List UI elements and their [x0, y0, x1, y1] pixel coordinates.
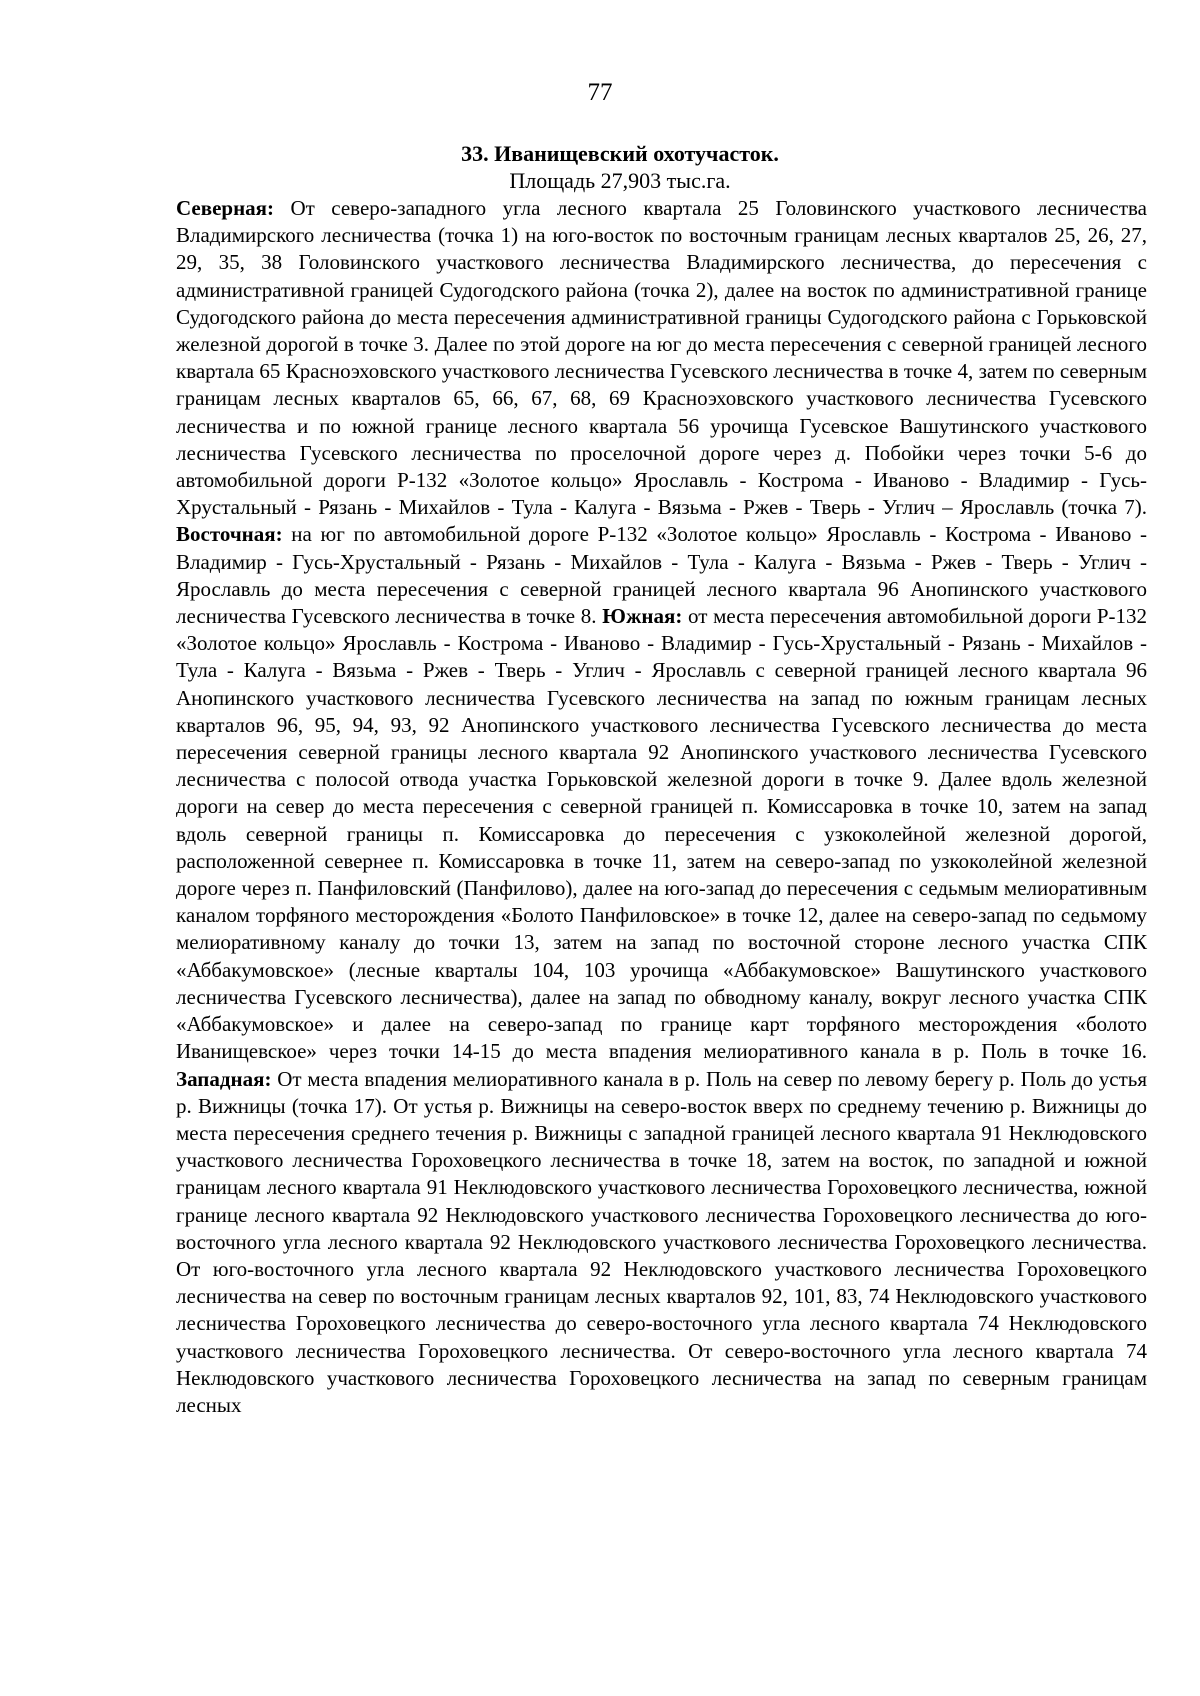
- section-heading: [0, 140, 1200, 194]
- south-boundary-text: от места пересечения автомобильной дороги Р-132 «Золотое кольцо» Ярославль - Кострома - Иваново - Владимир - Гусь-Хрустальный - Рязань - Михайлов - Тула - Калуга - Вязьма - Ржев - Тверь - Углич - Ярославль с северной границей лесного квартала 96 Анопинского участкового лесничества Гусевского лесничества на запад по южным границам лесных кварталов 96, 95, 94, 93, 92 Анопинского участкового лесничества Гусевского лесничества до места пересечения северной границы лесного квартала 92 Анопинского участкового лесничества Гусевского лесничества с полосой отвода участка Горьковской железной дороги в точке 9. Далее вдоль железной дороги на север до места пересечения с северной границей п. Комиссаровка в точке 10, затем на запад вдоль северной границы п. Комиссаровка до пересечения с узкоколейной железной дорогой, расположенной севернее п. Комиссаровка в точке 11, затем на северо-запад по узкоколейной железной дороге через п. Панфиловский (Панфилово), далее на юго-запад до пересечения с седьмым мелиоративным каналом торфяного месторождения «Болото Панфиловское» в точке 12, далее на северо-запад по седьмому мелиоративному каналу до точки 13, затем на запад по восточной стороне лесного участка СПК «Аббакумовское» (лесные кварталы 104, 103 урочища «Аббакумовское» Вашутинского участкового лесничества Гусевского лесничества), далее на запад по обводному каналу, вокруг лесного участка СПК «Аббакумовское» и далее на северо-запад по границе карт торфяного месторождения «болото Иванищевское» через точки 14-15 до места впадения мелиоративного канала в р. Поль в точке 16.: [176, 604, 1147, 1064]
- boundary-description: [176, 195, 1147, 1419]
- west-boundary-text: От места впадения мелиоративного канала в р. Поль на север по левому берегу р. Поль до устья р. Вижницы (точка 17). От устья р. Вижницы на северо-восток вверх по среднему течению р. Вижницы до места пересечения среднего течения р. Вижницы с западной границей лесного квартала 91 Неклюдовского участкового лесничества Гороховецкого лесничества в точке 18, затем на восток, по западной и южной границам лесного квартала 91 Неклюдовского участкового лесничества Гороховецкого лесничества, южной границе лесного квартала 92 Неклюдовского участкового лесничества Гороховецкого лесничества до юго-восточного угла лесного квартала 92 Неклюдовского участкового лесничества Гороховецкого лесничества. От юго-восточного угла лесного квартала 92 Неклюдовского участкового лесничества Гороховецкого лесничества на север по восточным границам лесных кварталов 92, 101, 83, 74 Неклюдовского участкового лесничества Гороховецкого лесничества до северо-восточного угла лесного квартала 74 Неклюдовского участкового лесничества Гороховецкого лесничества. От северо-восточного угла лесного квартала 74 Неклюдовского участкового лесничества Гороховецкого лесничества на запад по северным границам лесных: [176, 1066, 1147, 1417]
- boundary-paragraph: [176, 195, 1147, 1419]
- hunting-area-size: Площадь 27,903 тыс.га.: [509, 168, 731, 193]
- page-number: 77: [587, 79, 613, 106]
- west-boundary-label: Западная:: [176, 1066, 272, 1091]
- north-boundary-text: От северо-западного угла лесного квартала 25 Головинского участкового лесничества Владимирского лесничества (точка 1) на юго-восток по восточным границам лесных кварталов 25, 26, 27, 29, 35, 38 Головинского участкового лесничества Владимирского лесничества, до пересечения с административной границей Судогодского района (точка 2), далее на восток по административной границе Судогодского района до места пересечения административной границы Судогодского района с Горьковской железной дорогой в точке 3. Далее по этой дороге на юг до места пересечения с северной границей лесного квартала 65 Красноэховского участкового лесничества Гусевского лесничества в точке 4, затем по северным границам лесных кварталов 65, 66, 67, 68, 69 Красноэховского участкового лесничества Гусевского лесничества и по южной границе лесного квартала 56 урочища Гусевское Вашутинского участкового лесничества Гусевского лесничества по проселочной дороге через д. Побойки через точки 5-6 до автомобильной дороги Р-132 «Золотое кольцо» Ярославль - Кострома - Иваново - Владимир - Гусь-Хрустальный - Рязань - Михайлов - Тула - Калуга - Вязьма - Ржев - Тверь - Углич – Ярославль (точка 7).: [176, 196, 1147, 520]
- south-boundary-label: Южная:: [602, 604, 683, 629]
- north-boundary-label: Северная:: [176, 196, 275, 220]
- hunting-area-title: 33. Иванищевский охотучасток.: [461, 141, 779, 166]
- east-boundary-text: на юг по автомобильной дороге Р-132 «Золотое кольцо» Ярославль - Кострома - Иваново - Владимир - Гусь-Хрустальный - Рязань - Михайлов - Тула - Калуга - Вязьма - Ржев - Тверь - Углич - Ярославль до места пересечения с северной границей лесного квартала 96 Анопинского участкового лесничества Гусевского лесничества в точке 8.: [176, 522, 1147, 629]
- east-boundary-label: Восточная:: [176, 522, 283, 547]
